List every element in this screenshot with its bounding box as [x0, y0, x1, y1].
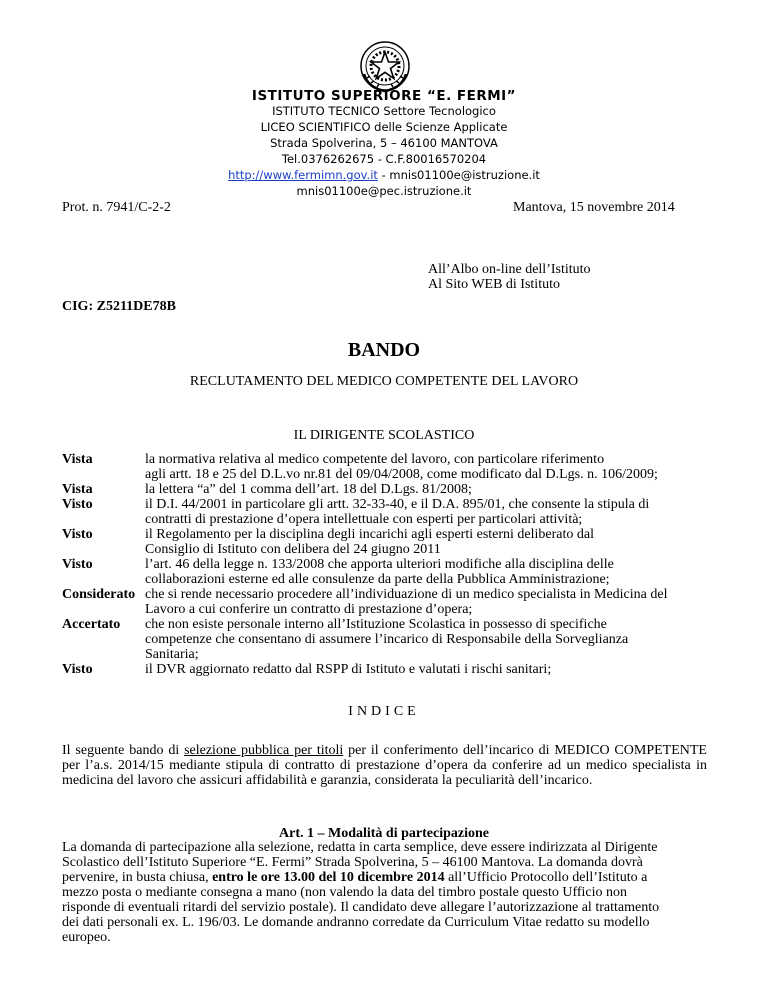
premise-text: collaborazioni esterne ed alle consulenze da parte della Pubblica Amministrazione;	[145, 572, 610, 587]
premise-label	[62, 512, 145, 527]
article-1-text: pervenire, in busta chiusa,	[62, 870, 213, 885]
premise-text: agli artt. 18 e 25 del D.L.vo nr.81 del 09/04/2008, come modificato dal D.Lgs. n. 106/2009;	[145, 467, 658, 482]
premise-text: la normativa relativa al medico competente del lavoro, con particolare riferimento	[145, 452, 605, 467]
premise-row	[62, 647, 707, 662]
article-1-line	[62, 885, 707, 900]
document-title: BANDO	[347, 339, 421, 361]
premise-text: il Regolamento per la disciplina degli incarichi agli esperti esterni deliberato dal	[145, 527, 595, 542]
premise-label: Considerato	[62, 587, 136, 602]
intro-paragraph	[62, 743, 707, 788]
premise-label: Vista	[62, 482, 93, 497]
premise-text: contratti di prestazione d’opera intellettuale con esperti per particolari attività;	[145, 512, 583, 527]
premise-label	[62, 602, 145, 617]
premise-label	[62, 542, 145, 557]
premise-text: Sanitaria;	[145, 647, 199, 662]
article-1-line	[62, 930, 707, 945]
cig-code: CIG: Z5211DE78B	[62, 299, 176, 314]
article-1-text: La domanda di partecipazione alla selezione, redatta in carta semplice, deve essere indirizzata al Dirigente	[62, 840, 658, 855]
article-1-text: europeo.	[62, 930, 111, 945]
premise-label: Visto	[62, 557, 93, 572]
premise-row	[62, 617, 707, 632]
premise-row	[62, 512, 707, 527]
protocol-number: Prot. n. 7941/C-2-2	[62, 200, 171, 215]
recipient-web: Al Sito WEB di Istituto	[428, 277, 560, 292]
intro-text-after: per il conferimento dell’incarico di MEDICO COMPETENTE per l’a.s. 2014/15 mediante stipula di contratto di prestazione d’opera da conferire ad un medico specialista in medicina del lavoro che assicuri affidabilità e garanzia, considerata la peculiarità dell’incarico.	[62, 743, 707, 788]
premise-text: la lettera “a” del 1 comma dell’art. 18 del D.Lgs. 81/2008;	[145, 482, 472, 497]
recipient-albo: All’Albo on-line dell’Istituto	[428, 262, 591, 277]
republic-emblem-icon	[358, 40, 412, 94]
school-line-liceo: LICEO SCIENTIFICO delle Scienze Applicate	[260, 120, 508, 134]
document-subtitle: RECLUTAMENTO DEL MEDICO COMPETENTE DEL LAVORO	[189, 374, 579, 389]
school-line-phone: Tel.0376262675 - C.F.80016570204	[281, 152, 487, 166]
premise-label	[62, 632, 145, 647]
school-name: ISTITUTO SUPERIORE “E. FERMI”	[251, 88, 517, 104]
article-1-title: Art. 1 – Modalità di partecipazione	[279, 826, 489, 841]
dirigente-heading: IL DIRIGENTE SCOLASTICO	[293, 428, 475, 443]
premise-text: Consiglio di Istituto con delibera del 24 giugno 2011	[145, 542, 441, 557]
premise-row	[62, 452, 707, 467]
school-line-address: Strada Spolverina, 5 – 46100 MANTOVA	[270, 136, 498, 150]
premise-row	[62, 482, 707, 497]
premise-text: che non esiste personale interno all’Istituzione Scolastica in possesso di specifiche	[145, 617, 607, 632]
article-1-line	[62, 855, 707, 870]
premise-label	[62, 572, 145, 587]
article-1-text: all’Ufficio Protocollo dell’Istituto a	[444, 870, 648, 885]
premise-row	[62, 632, 707, 647]
premise-row	[62, 587, 707, 602]
premise-row	[62, 497, 707, 512]
premise-row	[62, 572, 707, 587]
premise-label: Vista	[62, 452, 93, 467]
intro-underlined-text: selezione pubblica per titoli	[184, 743, 344, 758]
document-date: Mantova, 15 novembre 2014	[513, 200, 675, 215]
school-contacts	[0, 167, 768, 183]
premise-text: il DVR aggiornato redatto dal RSPP di Istituto e valutati i rischi sanitari;	[145, 662, 552, 677]
pec-address: mnis01100e@pec.istruzione.it	[296, 184, 472, 198]
email-address: - mnis01100e@istruzione.it	[377, 168, 540, 182]
article-1-body	[62, 840, 707, 945]
premise-label: Visto	[62, 527, 93, 542]
article-1-text: Scolastico dell’Istituto Superiore “E. Fermi” Strada Spolverina, 5 – 46100 Mantova. La domanda dovrà	[62, 855, 643, 870]
premise-label: Accertato	[62, 617, 121, 632]
premise-row	[62, 527, 707, 542]
premise-row	[62, 602, 707, 617]
indice-heading: INDICE	[348, 704, 420, 719]
article-1-line	[62, 915, 707, 930]
premise-text: competenze che consentano di assumere l’incarico di Responsabile della Sorveglianza	[145, 632, 629, 647]
premise-text: il D.I. 44/2001 in particolare gli artt. 32-33-40, e il D.A. 895/01, che consente la stipula di	[145, 497, 650, 512]
article-1-text: dei dati personali ex. L. 196/03. Le domande andranno corredate da Curriculum Vitae redatto su modello	[62, 915, 650, 930]
premise-row	[62, 662, 707, 677]
school-address-block	[0, 103, 768, 199]
premise-row	[62, 467, 707, 482]
premise-row	[62, 557, 707, 572]
article-1-line	[62, 900, 707, 915]
premise-label	[62, 467, 145, 482]
article-1-text: mezzo posta o mediante consegna a mano (non valendo la data del timbro postale questo Ufficio non	[62, 885, 628, 900]
premise-text: Lavoro a cui conferire un contratto di prestazione d’opera;	[145, 602, 473, 617]
article-1-text: risponde di eventuali ritardi del servizio postale). Il candidato deve allegare l’autorizzazione al trattamento	[62, 900, 660, 915]
premise-label	[62, 647, 145, 662]
premises-list	[62, 452, 707, 677]
deadline-text: entro le ore 13.00 del 10 dicembre 2014	[212, 870, 445, 885]
premise-label: Visto	[62, 497, 93, 512]
school-line-tecnico: ISTITUTO TECNICO Settore Tecnologico	[272, 104, 496, 118]
article-1-line	[62, 840, 707, 855]
premise-row	[62, 542, 707, 557]
website-link[interactable]: http://www.fermimn.gov.it	[228, 168, 378, 182]
premise-text: che si rende necessario procedere all’individuazione di un medico specialista in Medicina del	[145, 587, 668, 602]
premise-label: Visto	[62, 662, 93, 677]
recipients	[428, 262, 591, 292]
intro-text-before: Il seguente bando di	[62, 743, 185, 758]
article-1-line	[62, 870, 707, 885]
premise-text: l’art. 46 della legge n. 133/2008 che apporta ulteriori modifiche alla disciplina delle	[145, 557, 614, 572]
